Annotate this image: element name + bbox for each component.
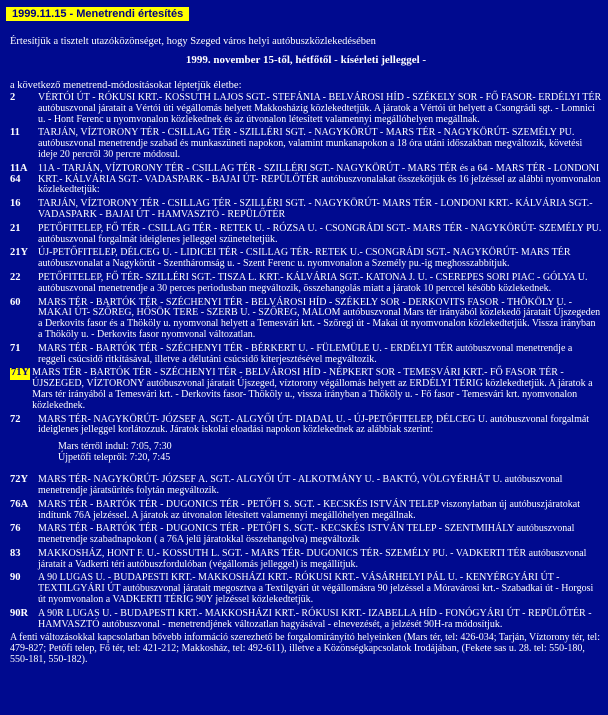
- route-number: 11A 64: [10, 162, 28, 185]
- route-list: [10, 93, 602, 630]
- route-number: 72Y: [10, 474, 29, 486]
- route-description: MARS TÉR- NAGYKÖRÚT- JÓZSEF A. SGT.- ALGYŐI ÚT - ALKOTMÁNY U. - BAKTÓ, VÖLGYÉRHÁT U. autóbuszvonal menetrendje járatsűrítés folytán megváltozik.: [38, 474, 563, 496]
- route-number: 71Y: [11, 367, 30, 379]
- route-number: 2: [10, 92, 16, 103]
- route-number: 21Y: [10, 247, 29, 259]
- footer-info: A fenti változásokkal kapcsolatban bővebb információ szerezhető be forgalomirányító helyeinken (Mars tér, tel: 426-034; Tarján, Víztorony tér, tel: 479-827; Petőfi telep, Fő tér, tel: 421-212; Makkosház, tel: 492-611), illetve a Közönségkapcsolatok Irodájában, (Fekete sas u. 28. tel: 550-180, 550-181, 550-182).: [10, 632, 600, 666]
- route-item: [10, 344, 602, 366]
- route-item: [10, 368, 602, 411]
- route-description: A 90R LUGAS U. - BUDAPESTI KRT.- MAKKOSHÁZI KRT.- RÓKUSI KRT.- IZABELLA HÍD - FONÓGYÁRI ÚT - REPÜLŐTÉR - HAMVASZTÓ autóbuszvonal - menetrendjének változatlan hagyásával - elnevezését, a jelzését 90H-ra módosítjuk.: [38, 607, 592, 630]
- route-item: [10, 93, 602, 125]
- route-description: MARS TÉR- NAGYKÖRÚT- JÓZSEF A. SGT.- ALGYŐI ÚT- DIADAL U. - ÚJ-PETŐFITELEP, DÉLCEG U. autóbuszvonal forgalmát ideiglenes jelleggel korlátozzuk. Járatok iskolai eloadási napokon közlekednek az alábbiak szerint:: [38, 413, 590, 436]
- intro-text: Értesítjük a tisztelt utazóközönséget, hogy Szeged város helyi autóbuszközlekedésében: [10, 36, 376, 47]
- route-description: MARS TÉR - BARTÓK TÉR - SZÉCHENYI TÉR - BELVÁROSI HÍD - NÉPKERT SOR - TEMESVÁRI KRT.- FŐ FASOR TÉR - ÚJSZEGED, VÍZTORONY autóbuszvonal járatait Újszeged, víztorony végállomás helyett az ERDÉLYI TÉRIG közlekedtetjük. A járatok a Mars tér irányából a Temesvári krt. - Derkovits fasor- Thököly u., vissza irányban a Thököly u. - Fő fasor - Temesvári krt. nyomvonalon közlekednek.: [32, 367, 593, 411]
- route-item: [10, 248, 602, 270]
- route-description: 11A - TARJÁN, VÍZTORONY TÉR - CSILLAG TÉR - SZILLÉRI SGT.- NAGYKÖRÚT - MARS TÉR és a 64 - MARS TÉR - LONDONI KRT.- KÁLVÁRIA SGT.- VADASPARK - BAJAI ÚT- REPÜLŐTÉR autóbuszvonalakat összekötjük és 16 jelzéssel az alábbi nyomvonalon közlekedtetjük:: [38, 162, 601, 196]
- lead-text: a következő menetrend-módosításokat léptetjük életbe:: [10, 80, 242, 91]
- route-item: [10, 549, 602, 571]
- route-description: PETŐFITELEP, FŐ TÉR - CSILLAG TÉR - RETEK U. - RÓZSA U. - CSONGRÁDI SGT.- MARS TÉR - NAGYKÖRÚT- SZEMÉLY PU. autóbuszvonal forgalmát ideiglenes jelleggel szüneteltetjük.: [38, 222, 602, 245]
- route-number: 16: [10, 198, 21, 210]
- departure-time-line: Újpetőfi telepről: 7:20, 7:45: [58, 452, 171, 464]
- route-item: [10, 500, 602, 522]
- route-description: VÉRTÓI ÚT - RÓKUSI KRT.- KOSSUTH LAJOS SGT.- STEFÁNIA - BELVÁROSI HÍD - SZÉKELY SOR - FŐ FASOR- ERDÉLYI TÉR autóbuszvonal járatait a Vértói úti végállomás helyett Makkosházig közlekedtetjük. A járatok a Vértói út helyett a Csongrádi sgt. - Lomnici u. - Hont Ferenc u nyomvonalon közlekednek és az útvonalon létesített valamennyi megállóhelyen megállnak.: [38, 92, 602, 125]
- route-item: [10, 415, 602, 437]
- route-number: 76A: [10, 498, 29, 510]
- page-title: 1999.11.15 - Menetrendi értesítés: [6, 7, 189, 21]
- route-item: [10, 298, 602, 341]
- route-number: 22: [10, 271, 21, 283]
- route-item: [10, 164, 602, 196]
- route-item: [10, 609, 602, 631]
- route-description: MARS TÉR - BARTÓK TÉR - DUGONICS TÉR - PETŐFI S. SGT. - KECSKÉS ISTVÁN TELEP viszonylatban új autóbuszjáratokat indítunk 76A jelzéssel. A járatok az útvonalon létesített valamennyi megállóhelyen megállnak.: [38, 498, 580, 521]
- departure-times: [58, 441, 602, 463]
- route-item: [10, 128, 602, 160]
- route-description: TARJÁN, VÍZTORONY TÉR - CSILLAG TÉR - SZILLÉRI SGT. - NAGYKÖRÚT - MARS TÉR - NAGYKÖRÚT- SZEMÉLY PU. autóbuszvonal menetrendje szabad és munkaszüneti napokon, valamint munkanapokon a 18 óra utáni időszakban megváltozik, követési ideje 20 percről 30 percre módosul.: [38, 127, 583, 160]
- route-number: 60: [10, 296, 21, 308]
- route-description: PETŐFITELEP, FŐ TÉR- SZILLÉRI SGT.- TISZA L. KRT.- KÁLVÁRIA SGT.- KATONA J. U. - CSEREPES SORI PIAC - GÓLYA U. autóbuszvonal menetrendje a 30 perces periodusban megváltozik, összehangolás miatt a járatok 10 perccel később közlekednek.: [38, 271, 588, 294]
- route-item: [10, 224, 602, 246]
- route-item: [10, 524, 602, 546]
- route-number: 90R: [10, 607, 29, 619]
- route-item: [10, 573, 602, 605]
- route-number: 71: [10, 342, 21, 354]
- route-description: MARS TÉR - BARTÓK TÉR - SZÉCHENYI TÉR - BELVÁROSI HÍD - SZÉKELY SOR - DERKOVITS FASOR - THÖKÖLY U. - MAKAI ÚT- SZŐREG, HŐSÖK TERE - SZERB U. - SZŐREG, MALOM autóbuszvonal Mars tér irányából közlekedő járatait Újszegeden a Derkovits fasor és a Thököly u. nyomvonal helyett a Temesvári krt. - Szőregi út - Makai út nyomvonalon közlekedtetjük. Vissza irányban a Thököly u. - Derkovits fasor nyomvonal változatlan.: [38, 296, 601, 340]
- route-description: MAKKOSHÁZ, HONT F. U.- KOSSUTH L. SGT. - MARS TÉR- DUGONICS TÉR- SZEMÉLY PU. - VADKERTI TÉR autóbuszvonal járatait a Vadkerti téri autóbuszfordulóban (végállomás jelleggel) is megállítjuk.: [38, 547, 587, 570]
- route-number: 76: [10, 523, 21, 535]
- route-number: 90: [10, 572, 21, 584]
- effective-date-heading: 1999. november 15-től, hétfőtől - kísérleti jelleggel -: [185, 54, 427, 66]
- route-item: [10, 199, 602, 221]
- departure-time-line: Mars térről indul: 7:05, 7:30: [58, 441, 172, 453]
- route-number: 11: [10, 127, 20, 139]
- route-description: MARS TÉR - BARTÓK TÉR - SZÉCHENYI TÉR - BÉRKERT U. - FÜLEMÜLE U. - ERDÉLYI TÉR autóbuszvonal menetrendje a reggeli csúcsidő ritkításával, illetve a délutáni csúcsidő kiterjesztésével megváltozik.: [38, 342, 573, 365]
- route-number: 83: [10, 547, 21, 559]
- route-number: 72: [10, 413, 21, 425]
- route-item: [10, 475, 602, 497]
- route-number: 21: [10, 222, 21, 234]
- route-description: MARS TÉR - BARTÓK TÉR - DUGONICS TÉR - PETŐFI S. SGT.- KECSKÉS ISTVÁN TELEP - SZENTMIHÁLY autóbuszvonal menetrendje szabadnapokon ( a 76A jelű járatokkal összehangolva) megváltozik: [38, 523, 575, 546]
- route-description: ÚJ-PETŐFITELEP, DÉLCEG U. - LIDICEI TÉR - CSILLAG TÉR- RETEK U.- CSONGRÁDI SGT.- NAGYKÖRÚT- MARS TÉR autóbuszvonalat a Nagykörút - Szentháromság u. - Szent Ferenc u. nyomvonalon a Személy pu.-ig meghosszabbítjuk.: [38, 247, 571, 270]
- route-item: [10, 273, 602, 295]
- route-description: A 90 LUGAS U. - BUDAPESTI KRT.- MAKKOSHÁZI KRT.- RÓKUSI KRT.- VÁSÁRHELYI PÁL U. - KENYÉRGYÁRI ÚT - TEXTILGYÁRI ÚT autóbuszvonal járatait megosztva a Textilgyári út végállomásra 90 jelzéssel a Móravárosi krt.- Szabadkai út - Horgosi út nyomvonalon a VADKERTI TÉRIG 90Y jelzéssel közlekedtetjük.: [38, 572, 594, 606]
- route-description: TARJÁN, VÍZTORONY TÉR - CSILLAG TÉR - SZILLÉRI SGT. - NAGYKÖRÚT- MARS TÉR - LONDONI KRT.- KÁLVÁRIA SGT.- VADASPARK - BAJAI ÚT - HAMVASZTÓ - REPÜLŐTÉR: [38, 198, 593, 220]
